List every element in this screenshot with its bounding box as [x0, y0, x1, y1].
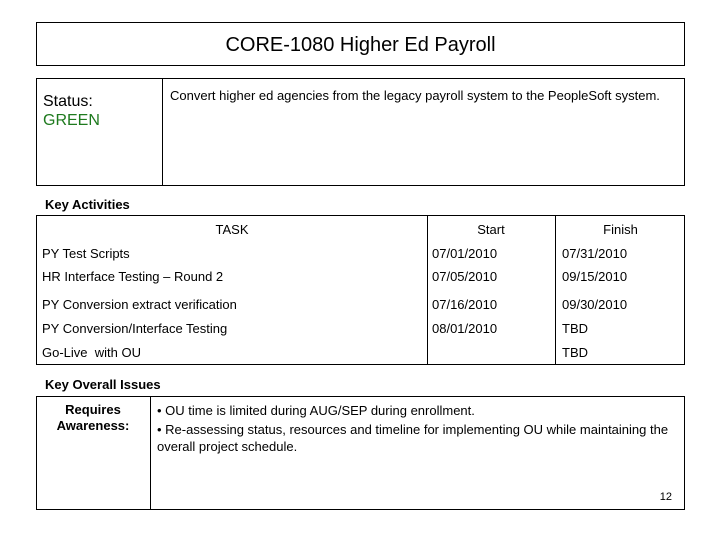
- page-number: 12: [659, 491, 672, 503]
- issue-item: • Re-assessing status, resources and timeline for implementing OU while maintaining the overall project schedule.: [157, 422, 669, 454]
- page-title: CORE-1080 Higher Ed Payroll: [225, 34, 496, 56]
- issues-divider: [150, 397, 151, 509]
- status-divider: [162, 79, 163, 185]
- finish-cell: 09/15/2010: [562, 269, 628, 284]
- task-cell: Go-Live with OU: [42, 345, 141, 360]
- start-cell: 07/05/2010: [432, 269, 498, 284]
- header-finish: Finish: [603, 222, 638, 237]
- key-issues-heading: Key Overall Issues: [45, 377, 161, 392]
- status-value: GREEN: [43, 112, 100, 129]
- status-box: [36, 78, 685, 186]
- header-start: Start: [477, 222, 505, 237]
- status-label: Status:: [43, 93, 93, 110]
- title-box: [36, 22, 685, 66]
- issues-box: [36, 396, 685, 510]
- start-cell: 07/16/2010: [432, 297, 498, 312]
- task-cell: PY Conversion extract verification: [42, 297, 237, 312]
- status-description: Convert higher ed agencies from the legacy payroll system to the PeopleSoft system.: [170, 88, 660, 103]
- column-divider-finish: [555, 216, 556, 364]
- key-activities-heading: Key Activities: [45, 197, 130, 212]
- issue-item: • OU time is limited during AUG/SEP during enrollment.: [157, 403, 475, 418]
- column-divider-start: [427, 216, 428, 364]
- task-cell: PY Test Scripts: [42, 246, 130, 261]
- finish-cell: TBD: [562, 321, 588, 336]
- start-cell: 08/01/2010: [432, 321, 498, 336]
- task-cell: PY Conversion/Interface Testing: [42, 321, 228, 336]
- finish-cell: 07/31/2010: [562, 246, 628, 261]
- issues-label: Requires Awareness:: [56, 402, 130, 433]
- task-cell: HR Interface Testing – Round 2: [42, 269, 224, 284]
- activities-table: [36, 215, 685, 365]
- finish-cell: TBD: [562, 345, 588, 360]
- header-task: TASK: [215, 222, 249, 237]
- finish-cell: 09/30/2010: [562, 297, 628, 312]
- start-cell: 07/01/2010: [432, 246, 498, 261]
- issues-list: [157, 402, 677, 457]
